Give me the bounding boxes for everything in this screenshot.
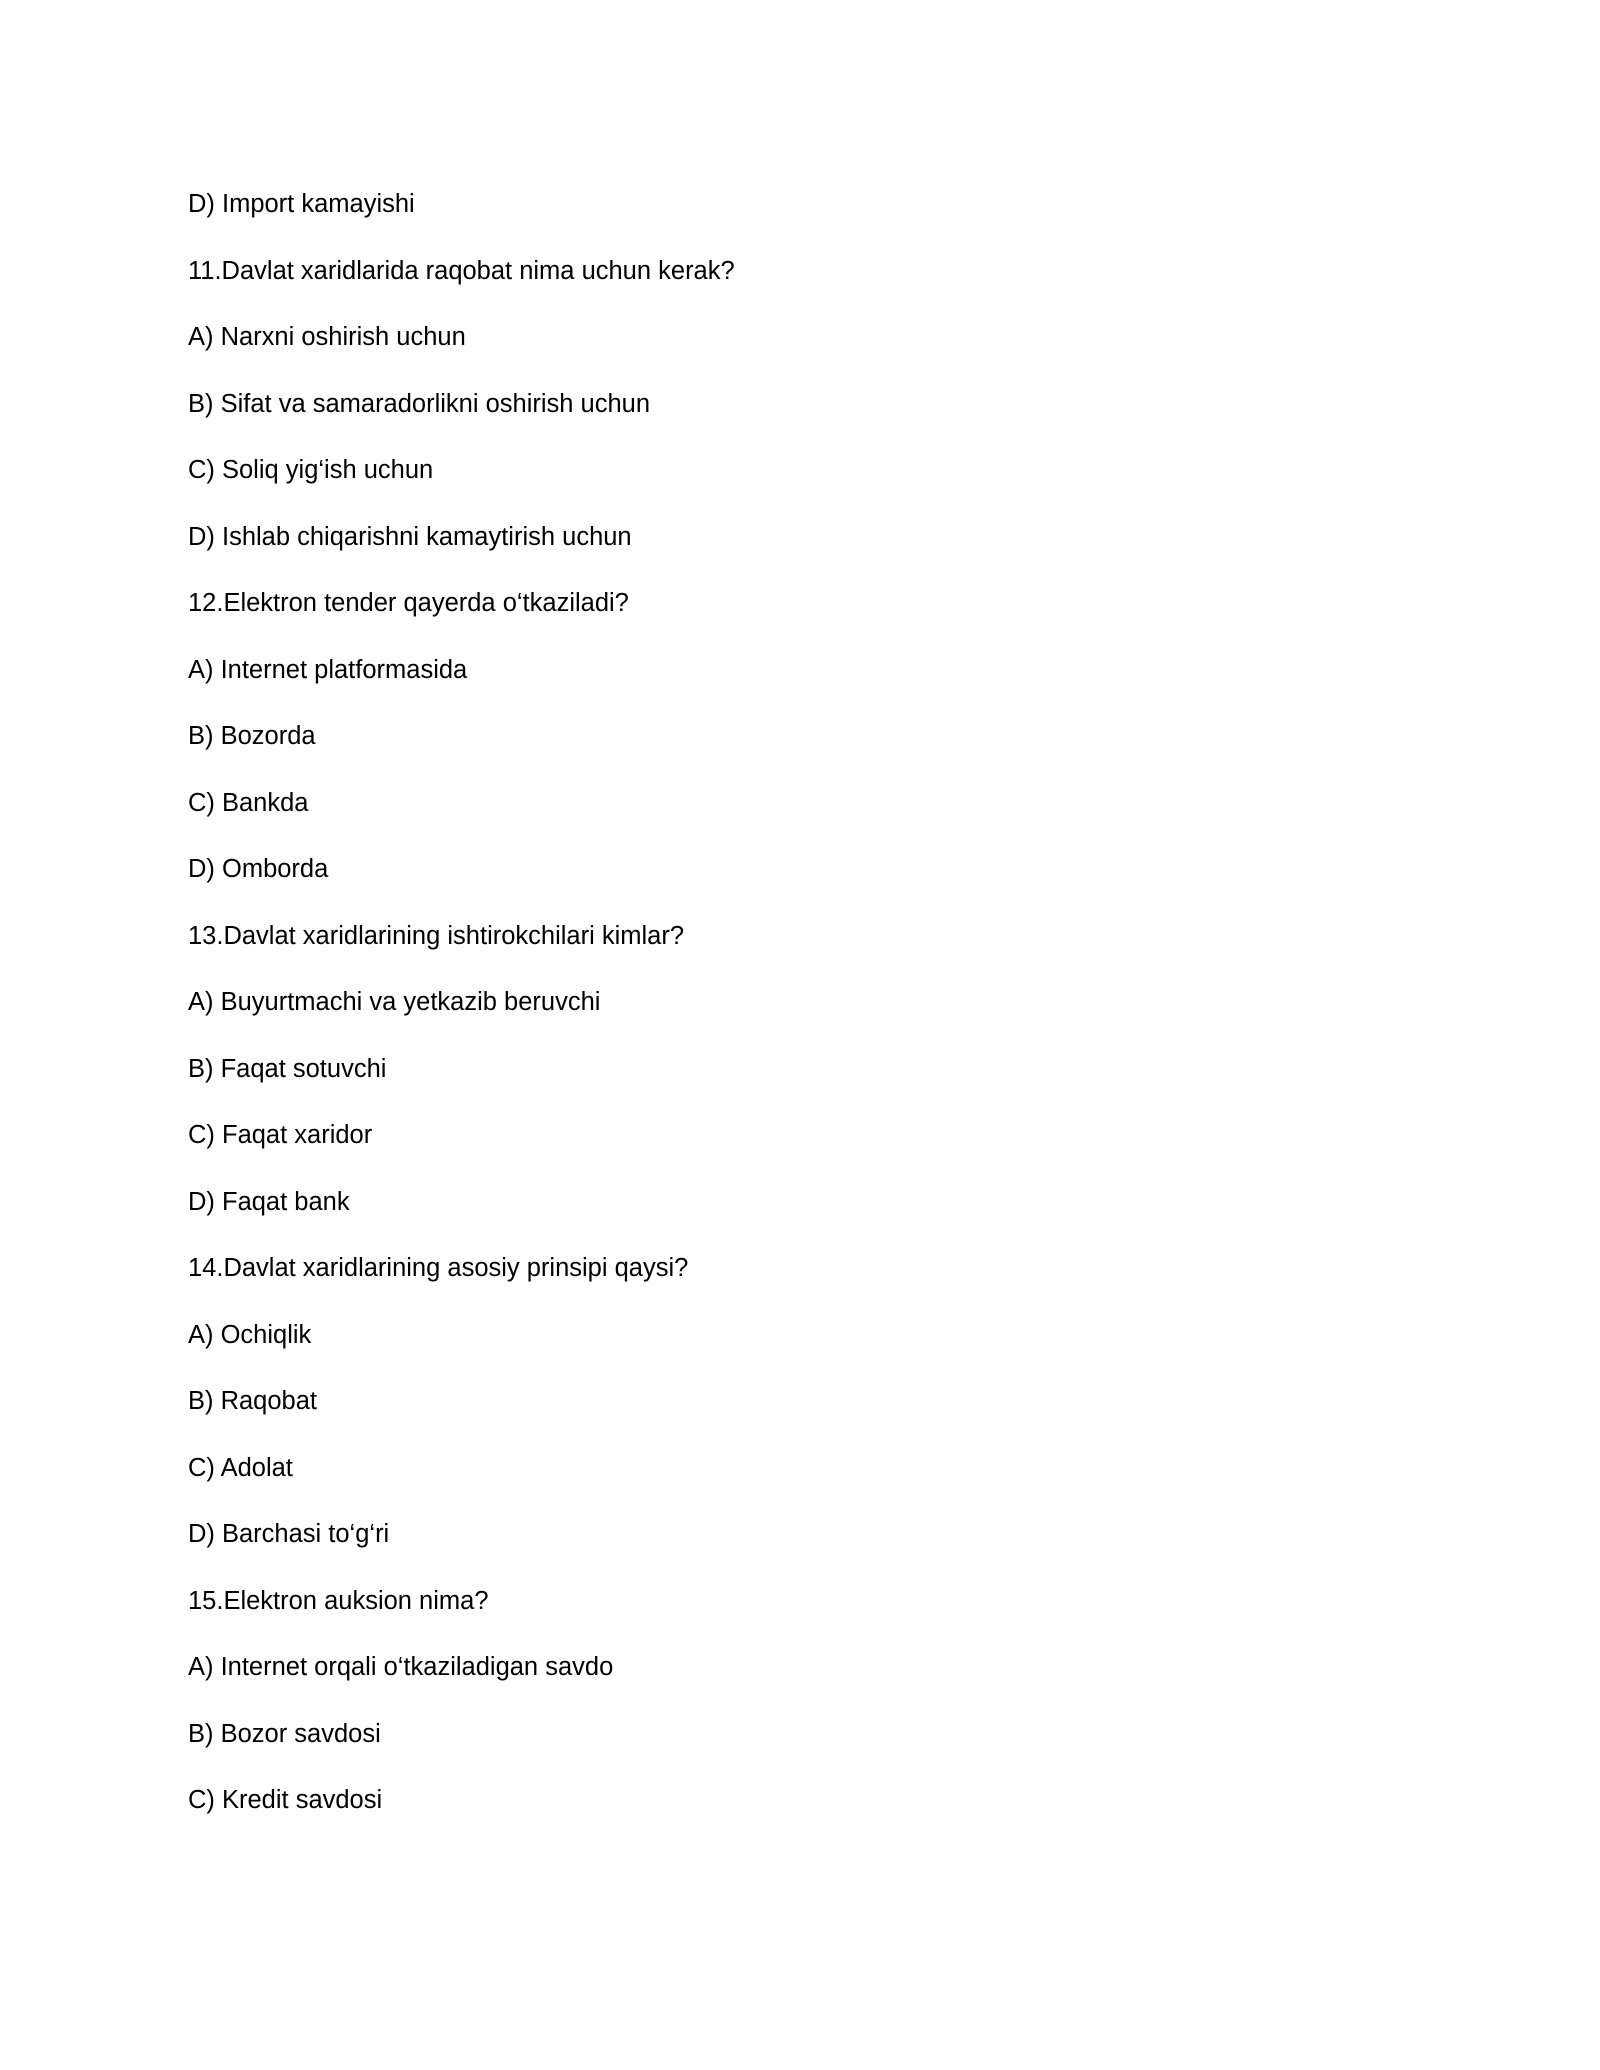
question-list: [188, 186, 1388, 1849]
answer-option-13d: D) Faqat bank: [188, 1187, 350, 1216]
answer-option-10d: D) Import kamayishi: [188, 190, 415, 218]
question-14: 14.Davlat xaridlarining asosiy prinsipi qaysi?: [188, 1254, 689, 1282]
answer-option-13c: C) Faqat xaridor: [188, 1121, 373, 1149]
answer-option-12c: C) Bankda: [188, 788, 309, 817]
question-13: 13.Davlat xaridlarining ishtirokchilari kimlar?: [188, 921, 685, 950]
answer-option-12b: B) Bozorda: [188, 722, 316, 750]
answer-option-14c: C) Adolat: [188, 1453, 293, 1482]
answer-option-14d: D) Barchasi to‘g‘ri: [188, 1520, 390, 1548]
answer-option-15b: B) Bozor savdosi: [188, 1719, 381, 1748]
answer-option-12d: D) Omborda: [188, 855, 329, 883]
answer-option-15c: C) Kredit savdosi: [188, 1786, 383, 1814]
question-15: 15.Elektron auksion nima?: [188, 1586, 489, 1615]
answer-option-11b: B) Sifat va samaradorlikni oshirish uchun: [188, 389, 651, 418]
answer-option-11a: A) Narxni oshirish uchun: [188, 323, 466, 351]
answer-option-11d: D) Ishlab chiqarishni kamaytirish uchun: [188, 522, 632, 551]
answer-option-15a: A) Internet orqali o‘tkaziladigan savdo: [188, 1653, 614, 1681]
answer-option-12a: A) Internet platformasida: [188, 655, 468, 684]
answer-option-14a: A) Ochiqlik: [188, 1320, 312, 1349]
question-12: 12.Elektron tender qayerda o‘tkaziladi?: [188, 589, 629, 617]
answer-option-11c: C) Soliq yig‘ish uchun: [188, 456, 434, 484]
answer-option-13b: B) Faqat sotuvchi: [188, 1054, 387, 1083]
answer-option-14b: B) Raqobat: [188, 1387, 317, 1415]
answer-option-13a: A) Buyurtmachi va yetkazib beruvchi: [188, 988, 601, 1016]
question-11: 11.Davlat xaridlarida raqobat nima uchun kerak?: [188, 256, 735, 285]
